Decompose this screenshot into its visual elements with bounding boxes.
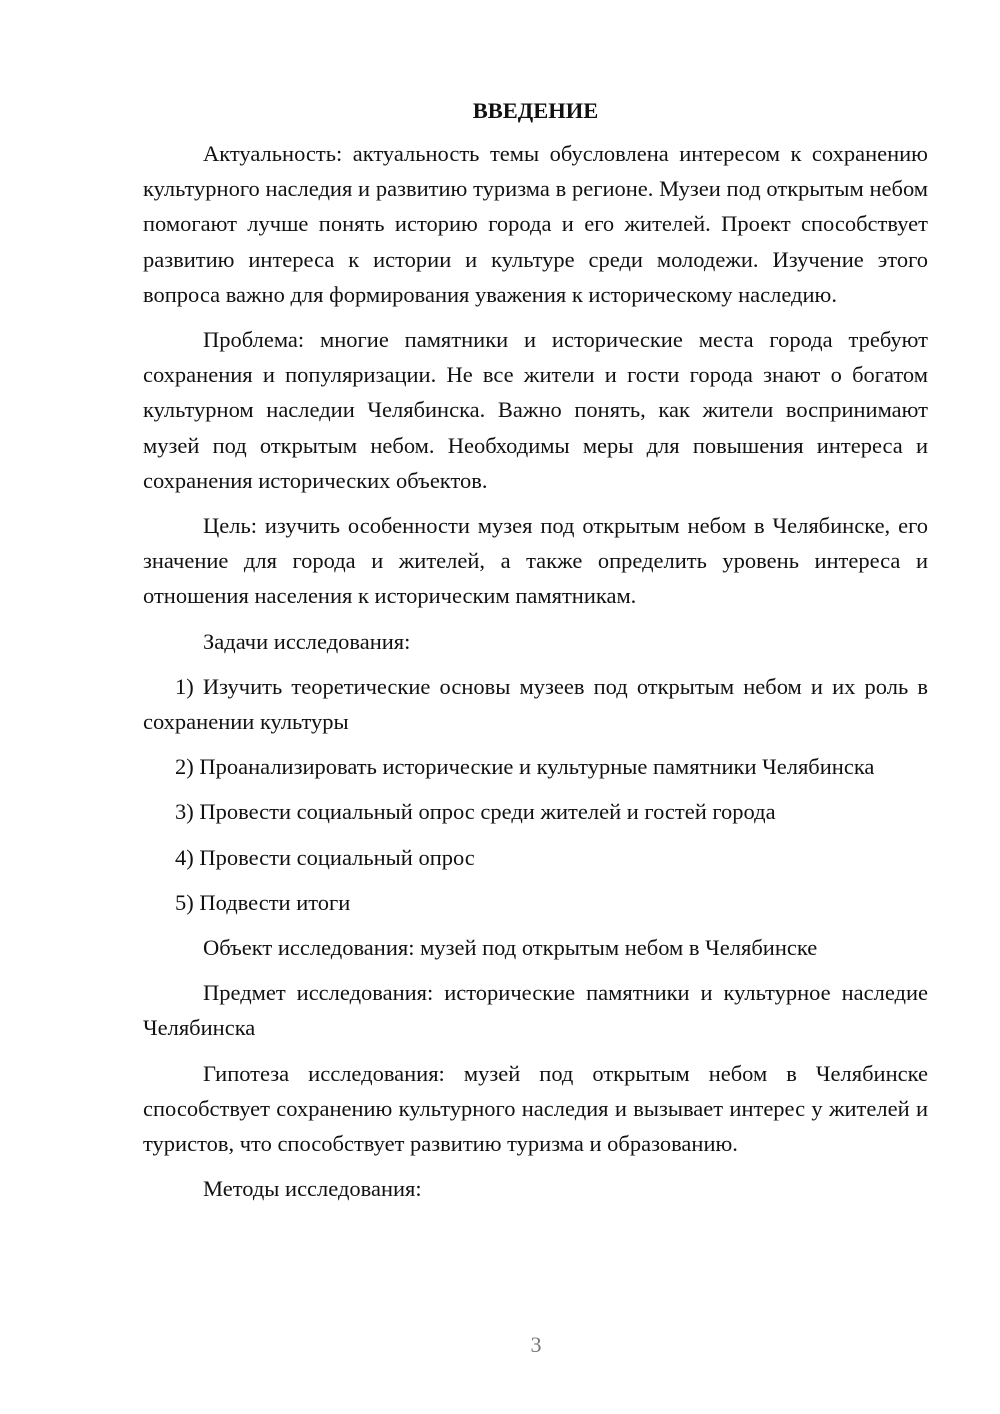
goal-paragraph: Цель: изучить особенности музея под открытым небом в Челябинске, его значение для города и жителей, а также определить уровень интереса и отношения населения к историческим памятникам. bbox=[143, 513, 928, 609]
problem-paragraph: Проблема: многие памятники и исторические места города требуют сохранения и популяризации. Не все жители и гости города знают о богатом культурном наследии Челябинска. Важно понять, как жители воспринимают музей под открытым небом. Необходимы меры для повышения интереса и сохранения исторических объектов. bbox=[143, 327, 928, 493]
object-paragraph: Объект исследования: музей под открытым небом в Челябинске bbox=[203, 935, 818, 961]
task-item: 3) Провести социальный опрос среди жителей и гостей города bbox=[175, 799, 776, 825]
section-title: ВВЕДЕНИЕ bbox=[472, 98, 599, 123]
task-item: 1) Изучить теоретические основы музеев под открытым небом и их роль в сохранении культуры bbox=[143, 673, 928, 735]
tasks-heading: Задачи исследования: bbox=[203, 628, 411, 654]
subject-paragraph: Предмет исследования: исторические памятники и культурное наследие Челябинска bbox=[143, 980, 928, 1041]
tasks-list bbox=[143, 669, 928, 920]
task-item: 2) Проанализировать исторические и культурные памятники Челябинска bbox=[175, 754, 875, 780]
relevance-paragraph: Актуальность: актуальность темы обусловлена интересом к сохранению культурного наследия и развитию туризма в регионе. Музеи под открытым небом помогают лучше понять историю города и его жителей. Проект способствует развитию интереса к истории и культуре среди молодежи. Изучение этого вопроса важно для формирования уважения к историческому наследию. bbox=[143, 141, 928, 307]
document-page bbox=[143, 94, 928, 1216]
task-item: 5) Подвести итоги bbox=[175, 889, 351, 915]
methods-heading: Методы исследования: bbox=[203, 1176, 422, 1202]
page-number: 3 bbox=[530, 1332, 542, 1357]
task-item: 4) Провести социальный опрос bbox=[175, 844, 475, 870]
hypothesis-paragraph: Гипотеза исследования: музей под открытым небом в Челябинске способствует сохранению культурного наследия и вызывает интерес у жителей и туристов, что способствует развитию туризма и образованию. bbox=[143, 1060, 928, 1157]
